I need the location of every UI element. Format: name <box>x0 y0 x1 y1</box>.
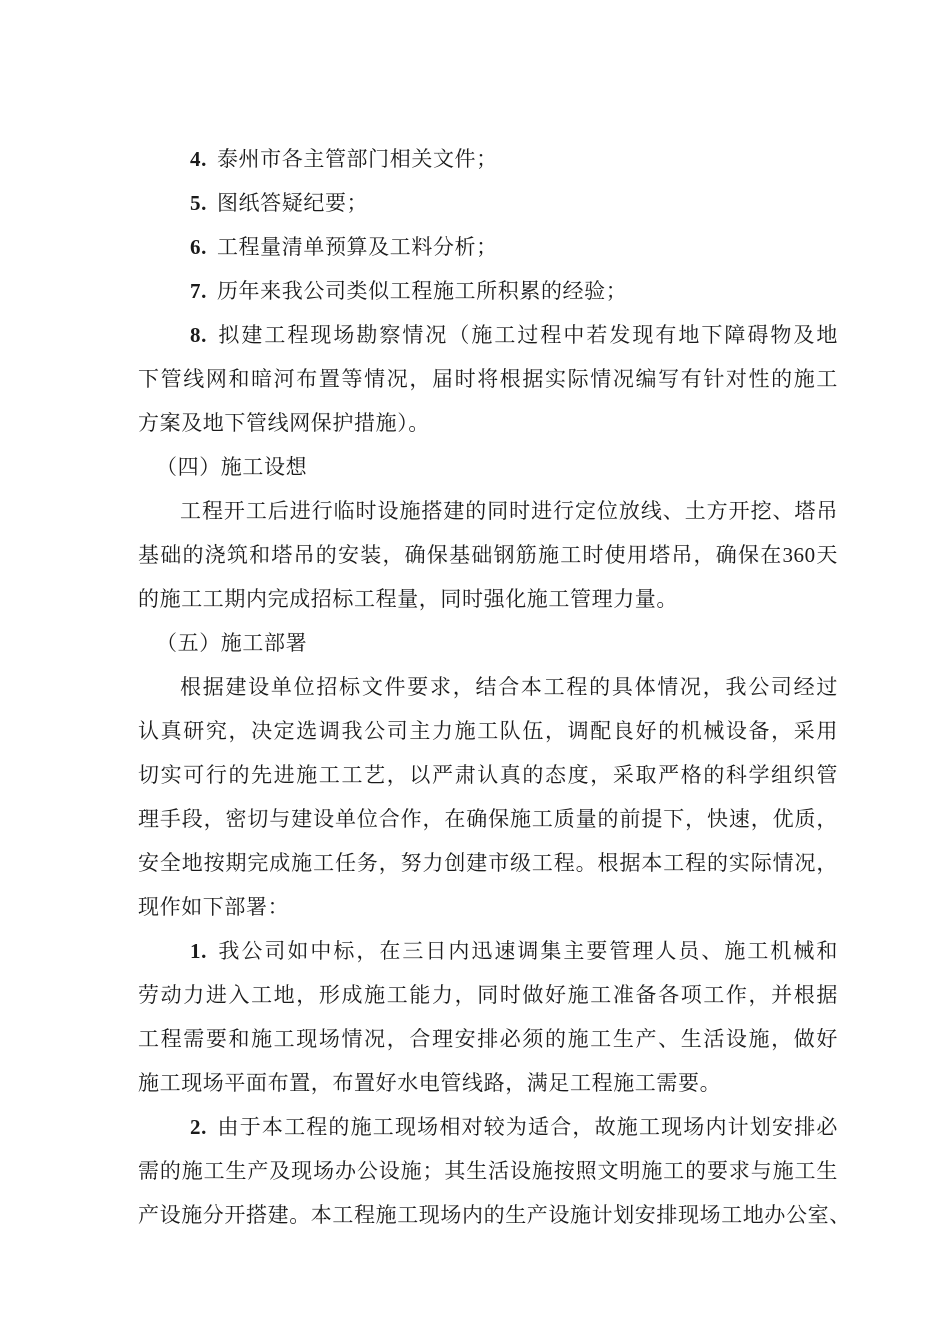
list-text: 我公司如中标，在三日内迅速调集主要管理人员、施工机械和 <box>216 939 838 963</box>
section-heading-5: （五）施工部署 <box>156 631 308 655</box>
list-text: 由于本工程的施工现场相对较为适合，故施工现场内计划安排必 <box>216 1115 838 1139</box>
paragraph-line: 的施工工期内完成招标工程量，同时强化施工管理力量。 <box>138 587 678 611</box>
paragraph-line: 劳动力进入工地，形成施工能力，同时做好施工准备各项工作，并根据 <box>138 983 838 1007</box>
paragraph-line: 工程需要和施工现场情况，合理安排必须的施工生产、生活设施，做好 <box>138 1027 838 1051</box>
list-text: 历年来我公司类似工程施工所积累的经验； <box>216 279 628 303</box>
list-number: 8. <box>190 323 207 347</box>
paragraph-line: 安全地按期完成施工任务，努力创建市级工程。根据本工程的实际情况， <box>138 851 838 875</box>
paragraph-line: 根据建设单位招标文件要求，结合本工程的具体情况，我公司经过 <box>180 675 838 699</box>
duration-number: 360 <box>782 543 816 567</box>
list-text: 图纸答疑纪要； <box>216 191 369 215</box>
paragraph-line: 需的施工生产及现场办公设施；其生活设施按照文明施工的要求与施工生 <box>138 1159 838 1183</box>
list-item-4 <box>190 137 790 181</box>
list-text: 泰州市各主管部门相关文件； <box>216 147 498 171</box>
list-item-8-line-1 <box>190 313 838 357</box>
deployment-item-1-line-1 <box>190 929 838 973</box>
list-item-6 <box>190 225 790 269</box>
paragraph-line: 现作如下部署： <box>138 895 290 919</box>
list-item-8-line-2: 下管线网和暗河布置等情况，届时将根据实际情况编写有针对性的施工 <box>138 367 838 391</box>
list-number: 1. <box>190 939 207 963</box>
paragraph-text: 基础的浇筑和塔吊的安装，确保基础钢筋施工时使用塔吊，确保在 <box>138 543 783 567</box>
paragraph-line: 认真研究，决定选调我公司主力施工队伍，调配良好的机械设备，采用 <box>138 719 838 743</box>
paragraph-line: 切实可行的先进施工工艺，以严肃认真的态度，采取严格的科学组织管 <box>138 763 838 787</box>
list-item-8-line-3: 方案及地下管线网保护措施）。 <box>138 411 430 435</box>
list-number: 2. <box>190 1115 207 1139</box>
list-number: 5. <box>190 191 207 215</box>
list-item-7 <box>190 269 790 313</box>
paragraph-line: 工程开工后进行临时设施搭建的同时进行定位放线、土方开挖、塔吊 <box>180 499 838 523</box>
deployment-item-2-line-1 <box>190 1105 838 1149</box>
list-number: 6. <box>190 235 207 259</box>
paragraph-line: 产设施分开搭建。本工程施工现场内的生产设施计划安排现场工地办公室、 <box>138 1203 851 1227</box>
section-heading-4: （四）施工设想 <box>156 455 308 479</box>
paragraph-text: 天 <box>815 543 838 567</box>
list-number: 4. <box>190 147 207 171</box>
paragraph-line: 理手段，密切与建设单位合作，在确保施工质量的前提下，快速，优质， <box>138 807 838 831</box>
list-number: 7. <box>190 279 207 303</box>
list-item-5 <box>190 181 790 225</box>
paragraph-line <box>138 533 838 577</box>
paragraph-line: 施工现场平面布置，布置好水电管线路，满足工程施工需要。 <box>138 1071 722 1095</box>
list-text: 工程量清单预算及工料分析； <box>216 235 498 259</box>
list-text: 拟建工程现场勘察情况（施工过程中若发现有地下障碍物及地 <box>216 323 838 347</box>
